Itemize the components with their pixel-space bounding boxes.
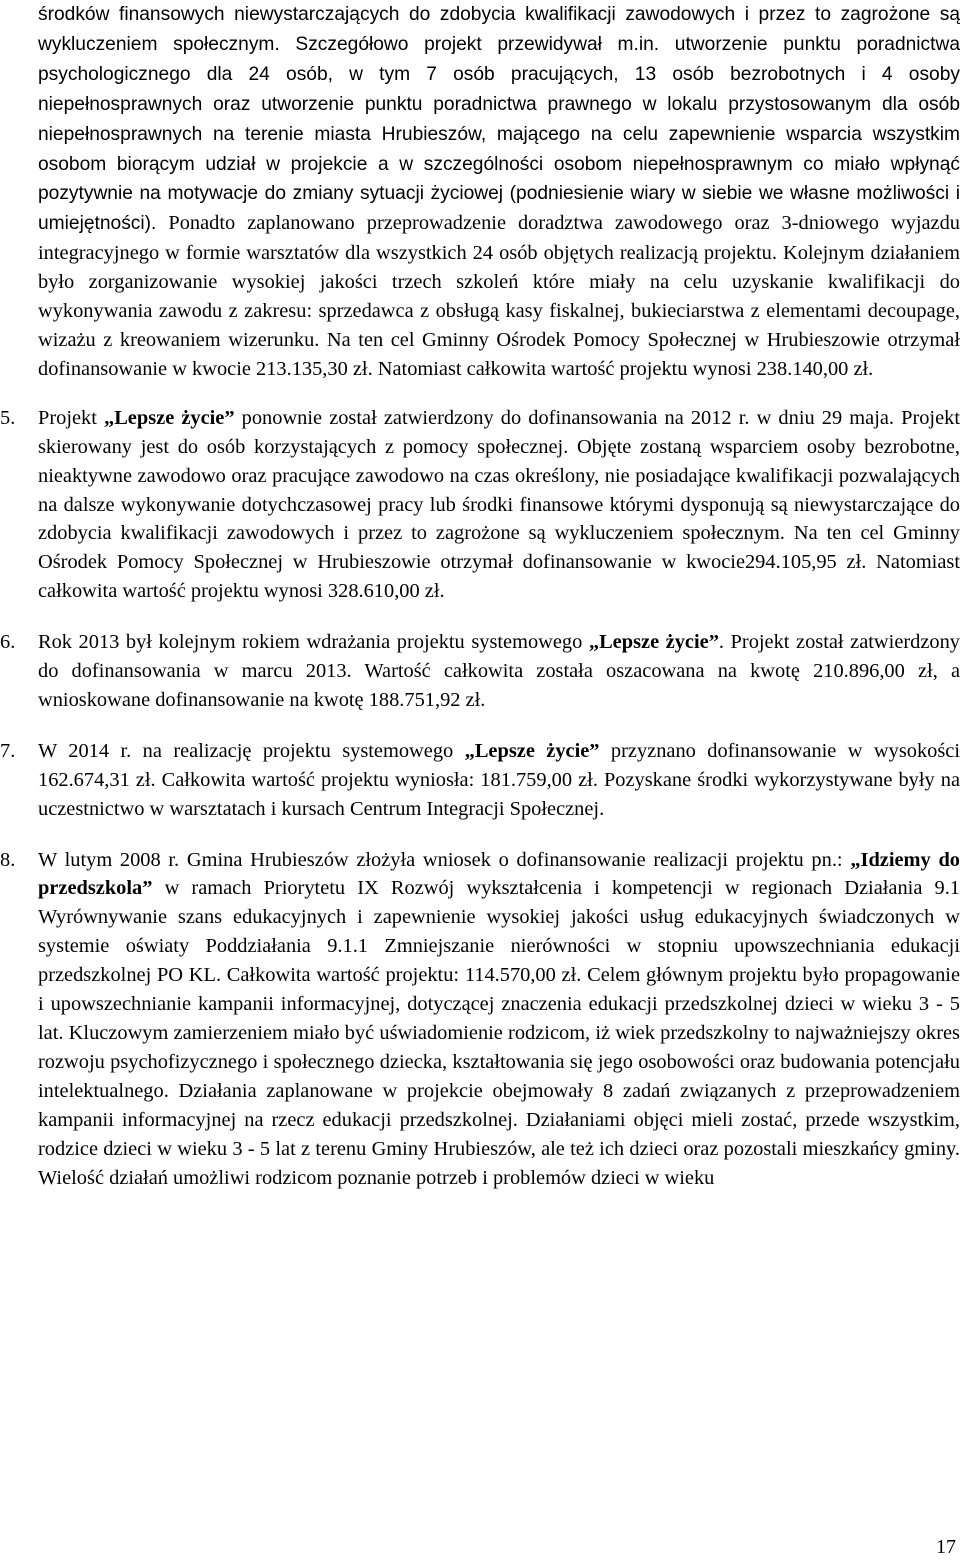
list-item-text-post: przyznano dofinansowanie w wysokości 162.674,31 zł. Całkowita wartość projektu wyniosła: 181.759,00 zł. Pozyskane środki wykorzystywane były na uczestnictwo w warsztatach i kursach Centrum Integracji Społecznej. [38,739,960,820]
list-item-text-post: . Projekt został zatwierdzony do dofinansowania w marcu 2013. Wartość całkowita została oszacowana na kwotę 210.896,00 zł, a wnioskowane dofinansowanie na kwotę 188.751,92 zł. [38,631,960,711]
project-name-bold: „Idziemy do przedszkola” [38,848,960,900]
list-item-5 [0,404,960,606]
list-item-text-post: ponownie został zatwierdzony do dofinansowania na 2012 r. w dniu 29 maja. Projekt skierowany jest do osób korzystających z pomocy społecznej. Objęte zostaną wsparciem osoby bezrobotne, nieaktywne zawodowo oraz pracujące zawodowo na czas określony, nie posiadające kwalifikacji pozwalających na dalsze wykonywanie dotychczasowej pracy lub środki finansowe którymi dysponują są niewystarczające do zdobycia kwalifikacji zawodowych i przez to zagrożone są wykluczeniem społecznym. Na ten cel Gminny Ośrodek Pomocy Społecznej w Hrubieszowie otrzymał dofinansowanie w kwocie294.105,95 zł. Natomiast całkowita wartość projektu wynosi 328.610,00 zł. [38,406,960,603]
list-item-text-pre: W lutym 2008 r. Gmina Hrubieszów złożyła wniosek o dofinansowanie realizacji projektu pn.: [38,848,851,871]
project-name-bold: „Lepsze życie” [464,739,600,762]
project-name-bold: „Lepsze życie” [588,631,719,654]
project-name-bold: „Lepsze życie” [104,406,235,429]
list-item-text-post: w ramach Priorytetu IX Rozwój wykształcenia i kompetencji w regionach Działania 9.1 Wyrównywanie szans edukacyjnych i zapewnienie wysokiej jakości usług edukacyjnych świadczonych w systemie oświaty Poddziałania 9.1.1 Zmniejszanie nierówności w stopniu upowszechniania edukacji przedszkolnej PO KL. Całkowita wartość projektu: 114.570,00 zł. Celem głównym projektu było propagowanie i upowszechnianie kampanii informacyjnej, dotyczącej znaczenia edukacji przedszkolnej dzieci w wieku 3 - 5 lat. Kluczowym zamierzeniem miało być uświadomienie rodzicom, iż wiek przedszkolny to najważniejszy okres rozwoju psychofizycznego i społecznego dziecka, kształtowania się jego osobowości oraz budowania potencjału intelektualnego. Działania zaplanowane w projekcie obejmowały 8 zadań związanych z przeprowadzeniem kampanii informacyjnej na rzecz edukacji przedszkolnej. Działaniami objęci mieli zostać, przede wszystkim, rodzice dzieci w wieku 3 - 5 lat z terenu Gminy Hrubieszów, ale też ich dzieci oraz pozostali mieszkańcy gminy. Wielość działań umożliwi rodzicom poznanie potrzeb i problemów dzieci w wieku [38,877,960,1189]
intro-paragraph [38,0,960,384]
list-item-6 [0,628,960,715]
list-item-text-pre: Projekt [38,406,105,429]
intro-sans-text: środków finansowych niewystarczających do zdobycia kwalifikacji zawodowych i przez to zagrożone są wykluczeniem społecznym. Szczegółowo projekt przewidywał m.in. utworzenie punktu poradnictwa psychologicznego dla 24 osób, w tym 7 osób pracujących, 13 osób bezrobotnych i 4 osoby niepełnosprawnych oraz utworzenie punktu poradnictwa prawnego w lokalu przystosowanym dla osób niepełnosprawnych na terenie miasta Hrubieszów, mającego na celu zapewnienie wsparcia wszystkim osobom biorącym udział w projekcie a w szczególności osobom niepełnosprawnym co miało wpłynąć pozytywnie na motywacje do zmiany sytuacji życiowej (podniesienie wiary w siebie we własne możliwości i umiejętności). [38,4,960,235]
list-item-text-pre: Rok 2013 był kolejnym rokiem wdrażania projektu systemowego [38,631,589,654]
list-item-7 [0,737,960,824]
list-item-text-pre: W 2014 r. na realizację projektu systemowego [38,739,465,762]
intro-serif-text: Ponadto zaplanowano przeprowadzenie doradztwa zawodowego oraz 3-dniowego wyjazdu integracyjnego w formie warsztatów dla wszystkich 24 osób objętych realizacją projektu. Kolejnym działaniem było zorganizowanie wysokiej jakości trzech szkoleń które miały na celu uzyskanie kwalifikacji do wykonywania zawodu z zakresu: sprzedawca z obsługą kasy fiskalnej, bukieciarstwa z elementami decoupage, wizażu z kreowaniem wizerunku. Na ten cel Gminny Ośrodek Pomocy Społecznej w Hrubieszowie otrzymał dofinansowanie w kwocie 213.135,30 zł. Natomiast całkowita wartość projektu wynosi 238.140,00 zł. [38,212,960,380]
list-item-number: 7. [0,739,16,762]
page-number: 17 [936,1536,956,1559]
list-item-8 [0,846,960,1193]
list-item-number: 8. [0,848,16,871]
list-item-number: 5. [0,406,16,429]
list-item-number: 6. [0,631,16,654]
